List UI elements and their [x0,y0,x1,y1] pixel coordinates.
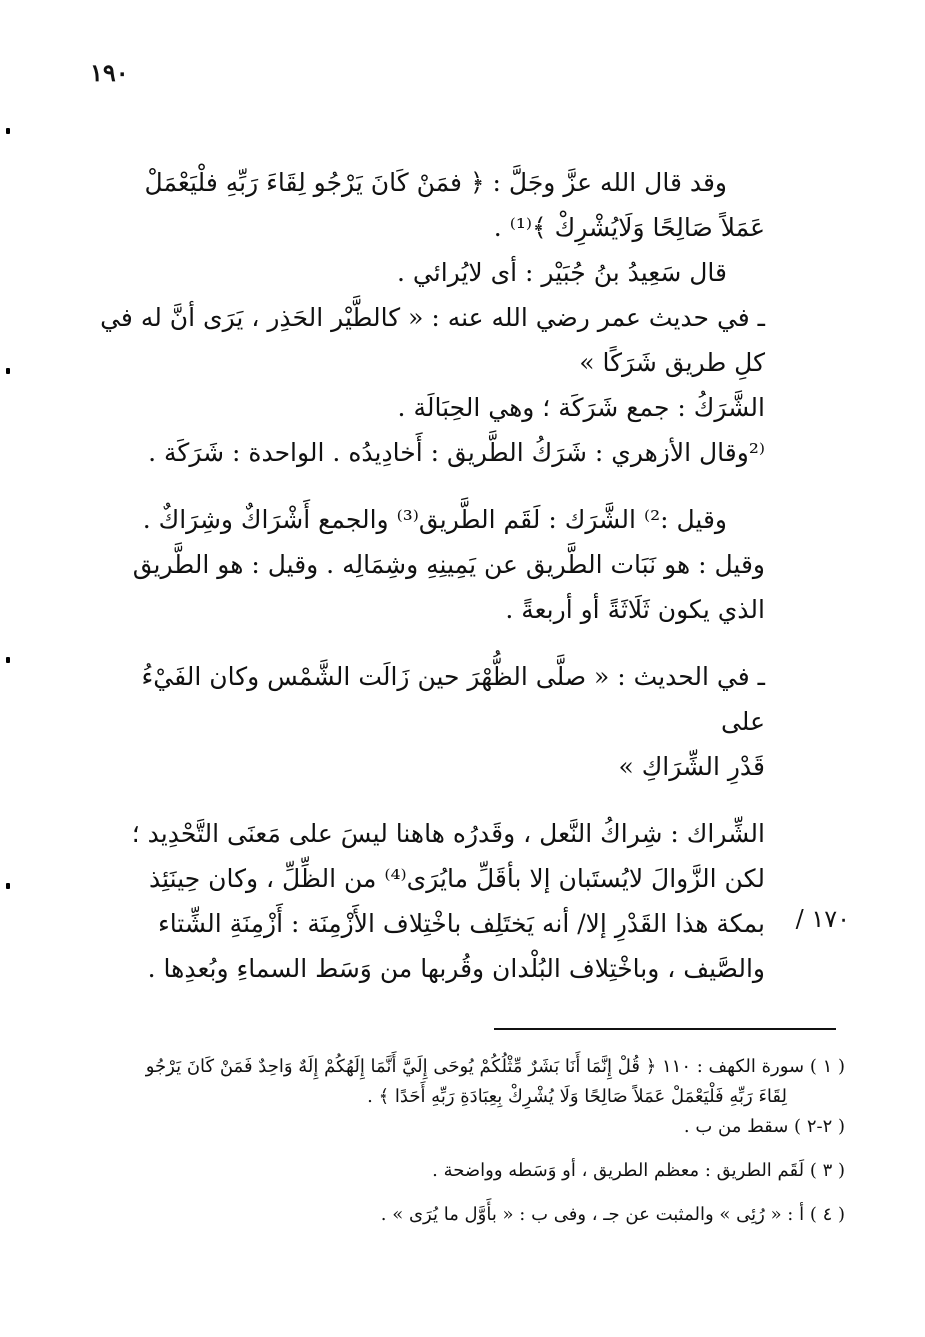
scan-edge-mark [6,368,10,374]
text-line: وقيل :²⁾ الشَّرَك : لَقَم الطَّريق⁽³⁾ والجمع أَشْرَاكٌ وشِرَاكٌ . [142,505,727,534]
text-line: ـ في الحديث : « صلَّى الظُّهْرَ حين زَالَت الشَّمْس وكان الفَيْءُ على [141,662,765,736]
scan-edge-mark [6,657,10,663]
main-text [100,160,765,991]
text-line: ـ في حديث عمر رضي الله عنه : « كالطَّيْر الحَذِر ، يَرَى أنَّ له في [100,303,765,332]
footnote: ( ٤ ) أ : « رُئِى » والمثبت عن جـ ، وفى ب : « بأَوَّل ما يُرَى » . [380,1204,845,1225]
scan-edge-mark [6,128,10,134]
text-line: ⁽²وقال الأزهري : شَرَكُ الطَّريق : أَخادِيدُه . الواحدة : شَرَكَة . [148,438,765,467]
text-line: كلِ طريق شَرَكًا » [579,348,765,377]
scan-edge-mark [6,883,10,889]
page-number: ١٩٠ [90,58,129,87]
footnote: ( ١ ) سورة الكهف : ١١٠ ﴿ قُلْ إِنَّمَا أَنَا بَشَرٌ مِّثْلُكُمْ يُوحَى إِلَيَّ أَنَّمَا إِلَهُكُمْ إِلَهٌ وَاحِدٌ فَمَنْ كَانَ يَرْجُو [145,1056,845,1077]
footnote: ( ٣ ) لَقَم الطريق : معظم الطريق ، أو وَسَطه وواضحة . [432,1160,845,1181]
text-line: بمكة هذا القَدْرِ إلا/ أنه يَختَلِف باخْتِلاف الأَزْمِنَة : أَزْمِنَةِ الشِّتاء [157,909,765,938]
text-line: الشَّرَكُ : جمع شَرَكَة ؛ وهي الحِبَالَة . [397,393,765,422]
text-line: والصَّيف ، وباخْتِلاف البُلْدان وقُربها من وَسَط السماءِ وبُعدِها . [147,954,765,983]
text-line: قال سَعِيدُ بنُ جُبَيْر : أى لايُرائي . [397,258,727,287]
text-line: وقيل : هو نَبَات الطَّريق عن يَمِينِهِ وشِمَالِه . وقيل : هو الطَّريق [132,550,765,579]
text-line: عَمَلاً صَالِحًا وَلَايُشْرِكْ ﴾⁽¹⁾ . [493,213,765,242]
footnote-continuation: لِقَاءَ رَبِّهِ فَلْيَعْمَلْ عَمَلاً صَالِحًا وَلَا يُشْرِكْ بِعِبَادَةِ رَبِّهِ أَحَدًا ﴾ . [367,1086,787,1107]
text-line: لكن الزَّوالَ لايُستَبان إلا بأقَلِّ مايُرَى⁽⁴⁾ من الظِّلِّ ، وكان حِينَئِذ [148,864,765,893]
footnote-separator [494,1028,836,1030]
manuscript-folio-marker: ١٧٠ / [795,905,850,933]
footnotes [100,1052,845,1230]
footnote: ( ٢-٢ ) سقط من ب . [683,1116,845,1137]
text-line: الشِّراك : شِراكُ النَّعل ، وقَدرُه هاهنا ليسَ على مَعنَى التَّحْدِيد ؛ [131,819,765,848]
text-line: قَدْرِ الشِّرَاكِ » [618,752,765,781]
text-line: الذي يكون ثَلَاثَةً أو أربعةً . [505,595,765,624]
text-line: وقد قال الله عزَّ وجَلَّ : ﴿ فمَنْ كَانَ يَرْجُو لِقَاءَ رَبِّهِ فلْيَعْمَلْ [144,168,727,197]
